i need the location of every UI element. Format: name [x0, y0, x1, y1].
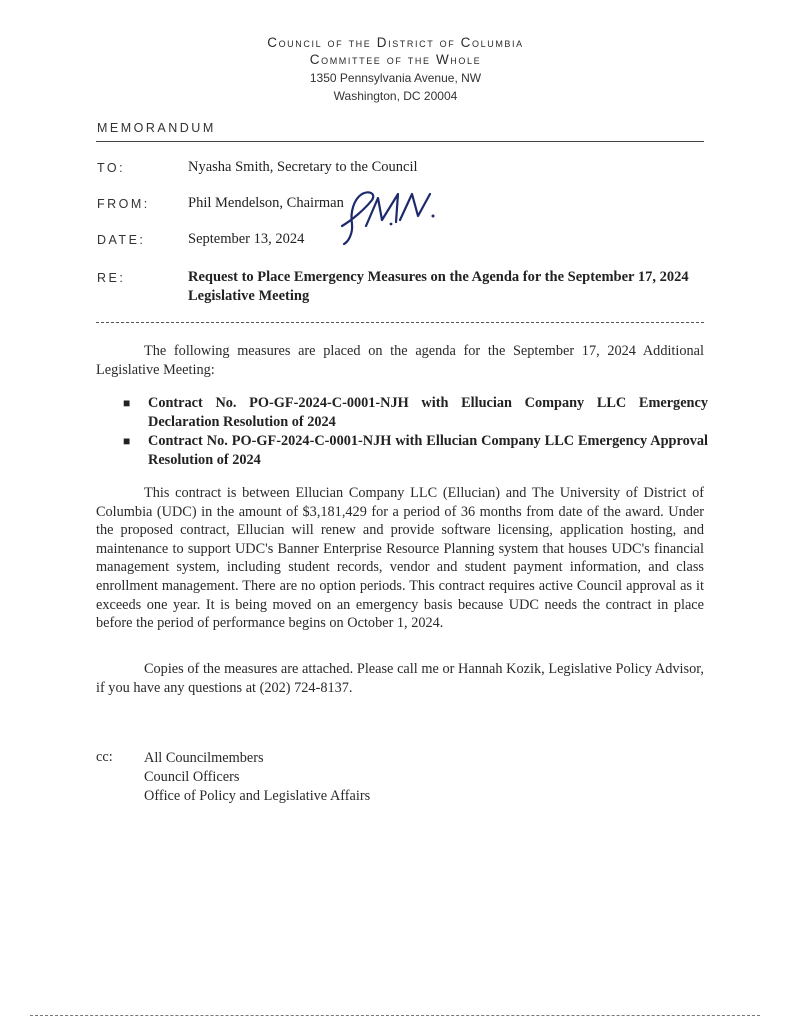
letterhead-street-address: 1350 Pennsylvania Avenue, NW: [309, 71, 482, 85]
cc-list: [144, 749, 370, 806]
list-item: [123, 394, 708, 431]
date-value: September 13, 2024: [188, 231, 305, 247]
to-value: Nyasha Smith, Secretary to the Council: [188, 159, 418, 175]
letterhead-council-name: Council of the District of Columbia: [267, 35, 524, 50]
from-value: Phil Mendelson, Chairman: [188, 195, 344, 211]
intro-paragraph: [96, 342, 704, 379]
to-label: TO:: [97, 161, 126, 175]
measure-title: Contract No. PO-GF-2024-C-0001-NJH with Ellucian Company LLC Emergency Approval Resolution of 2024: [148, 433, 708, 468]
footer-divider: [30, 1015, 760, 1016]
re-subject: Request to Place Emergency Measures on the Agenda for the September 17, 2024 Legislative Meeting: [188, 269, 689, 304]
measure-title: Contract No. PO-GF-2024-C-0001-NJH with Ellucian Company LLC Emergency Declaration Resolution of 2024: [148, 395, 708, 430]
header-divider: [96, 141, 704, 142]
square-bullet-icon: ■: [123, 396, 131, 410]
intro-text: The following measures are placed on the agenda for the September 17, 2024 Additional Legislative Meeting:: [96, 343, 704, 378]
cc-label: cc:: [96, 749, 113, 765]
memorandum-label: MEMORANDUM: [97, 121, 216, 135]
contact-paragraph: [96, 660, 704, 697]
date-label: DATE:: [97, 233, 146, 247]
measures-list: [123, 394, 708, 470]
signature-icon: [338, 186, 438, 248]
cc-recipient: Council Officers: [144, 769, 240, 785]
cc-recipient: All Councilmembers: [144, 750, 264, 766]
letterhead-committee-name: Committee of the Whole: [309, 52, 482, 67]
re-label: RE:: [97, 271, 126, 285]
letterhead-city-address: Washington, DC 20004: [333, 89, 458, 103]
from-label: FROM:: [97, 197, 150, 211]
contact-text: Copies of the measures are attached. Please call me or Hannah Kozik, Legislative Policy Advisor, if you have any questions at (202) 724-8137.: [96, 661, 704, 696]
contract-text: This contract is between Ellucian Company LLC (Ellucian) and The University of District of Columbia (UDC) in the amount of $3,181,429 for a period of 36 months from date of the award. Under the proposed contract, Ellucian will renew and provide software licensing, application hosting, and maintenance to support UDC's Banner Enterprise Resource Planning system that houses UDC's financial management system, including student records, vendor and student payment information, and class enrollment management. There are no option periods. This contract requires active Council approval as it exceeds one year. It is being moved on an emergency basis because UDC needs the contract in place before the period of performance begins on October 1, 2024.: [96, 485, 704, 632]
subject-divider: [96, 322, 704, 323]
contract-paragraph: [96, 484, 704, 633]
square-bullet-icon: ■: [123, 434, 131, 449]
cc-recipient: Office of Policy and Legislative Affairs: [144, 788, 371, 804]
letterhead: [0, 34, 791, 105]
list-item: [123, 432, 708, 469]
